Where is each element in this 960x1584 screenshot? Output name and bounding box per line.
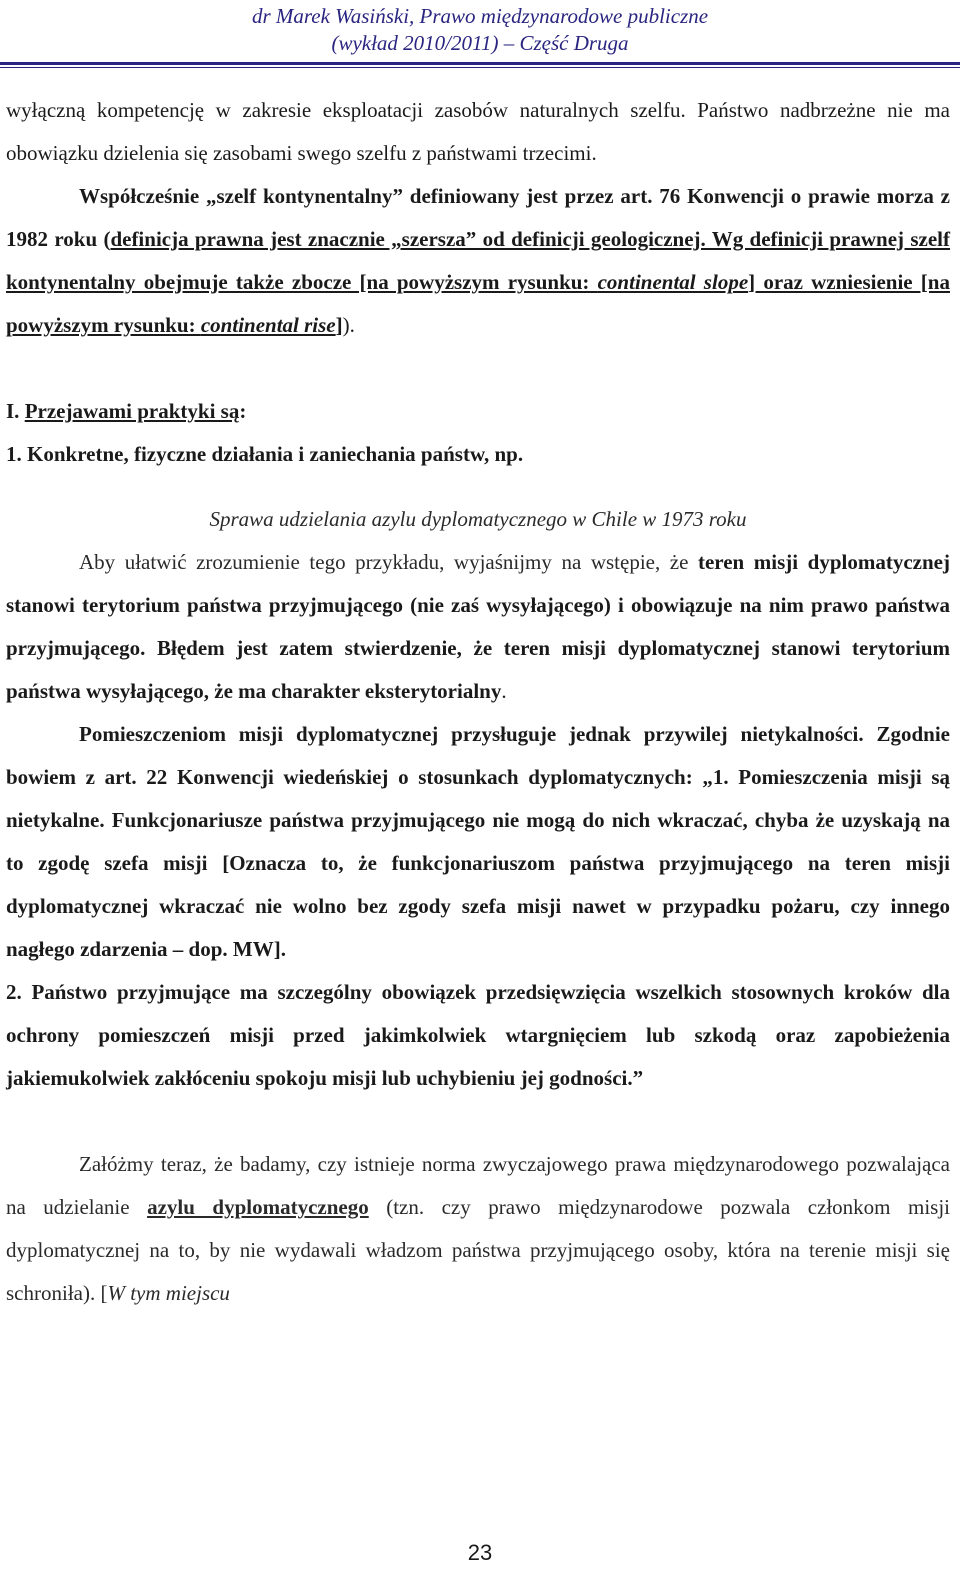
- section-number: I.: [6, 399, 20, 423]
- paragraph-inviolability: Pomieszczeniom misji dyplomatycznej przysługuje jednak przywilej nietykalności. Zgodnie bowiem z art. 22 Konwencji wiedeńskiej o stosunkach dyplomatycznych: „1. Pomieszczenia misji są nietykalne. Funkcjonariusze państwa przyjmującego nie mogą do nich wkraczać, chyba że uzyskają na to zgodę szefa misji [Oznacza to, że funkcjonariuszom państwa przyjmującego na teren misji dyplomatycznej wkraczać nie wolno bez zgody szefa misji nawet w przypadku pożaru, czy innego nagłego zdarzenia – dop. MW].: [6, 722, 950, 961]
- header-rule-thick: [0, 62, 960, 65]
- text-definition-intro: Współcześnie „szelf kontynentalny” definiowany jest przez art. 76 Konwencji o prawie morza z 1982 roku (: [6, 184, 950, 251]
- header-author-title: dr Marek Wasiński, Prawo międzynarodowe publiczne: [251, 4, 709, 28]
- text-case-intro: Aby ułatwić zrozumienie tego przykładu, wyjaśnijmy na wstępie, że: [79, 550, 698, 574]
- running-header: [0, 0, 960, 60]
- paragraph-shelf-definition: [6, 175, 950, 347]
- paragraph-asylum-question: [6, 1143, 950, 1315]
- paragraph-case-intro: [6, 541, 950, 713]
- section-heading: [6, 390, 950, 433]
- text-shelf-competence: wyłączną kompetencję w zakresie eksploatacji zasobów naturalnych szelfu. Państwo nadbrzeżne nie ma obowiązku dzielenia się zasobami swego szelfu z państwami trzecimi.: [6, 98, 950, 165]
- text-bracket-close: ]: [335, 313, 343, 337]
- text-paren-close: ).: [342, 313, 355, 337]
- page-number: 23: [467, 1540, 493, 1565]
- text-case-mission-territory: teren misji dyplomatycznej stanowi terytorium państwa przyjmującego (nie zaś wysyłającego) i obowiązuje na nim prawo państwa przyjmującego. Błędem jest zatem stwierdzenie, że teren misji dyplomatycznej stanowi terytorium państwa wysyłającego, że ma charakter eksterytorialny: [6, 550, 950, 703]
- case-title: Sprawa udzielania azylu dyplomatycznego w Chile w 1973 roku: [209, 507, 747, 531]
- paragraph-receiving-state-duty: 2. Państwo przyjmujące ma szczególny obowiązek przedsięwzięcia wszelkich stosownych kroków dla ochrony pomieszczeń misji przed jakimkolwiek wtargnięciem lub szkodą oraz zapobieżenia jakiemukolwiek zakłóceniu spokoju misji lub uchybieniu jej godności.”: [6, 980, 950, 1090]
- header-lecture-part: (wykład 2010/2011) – Część Druga: [331, 31, 629, 55]
- text-asylum-note: W tym miejscu: [107, 1281, 230, 1305]
- text-definition-legal: definicja prawna jest znacznie „szersza” od definicji geologicznej. Wg definicji prawnej szelf kontynentalny obejmuje także zbocze [na powyższym rysunku:: [6, 227, 950, 294]
- paragraph-shelf-competence: [6, 89, 950, 175]
- section-title: Przejawami praktyki są: [24, 399, 240, 423]
- term-continental-rise: continental rise: [200, 313, 336, 337]
- header-rule-thin: [0, 67, 960, 68]
- term-diplomatic-asylum: azylu dyplomatycznego: [147, 1195, 369, 1219]
- text-definition-rise: ] oraz wzniesienie [na powyższym rysunku:: [6, 270, 950, 337]
- text-asylum-explanation: (tzn. czy prawo międzynarodowe pozwala członkom misji dyplomatycznej na to, by nie wydawali władzom państwa przyjmującego osoby, która na terenie misji się schroniła). [: [6, 1195, 951, 1305]
- list-item-1: 1. Konkretne, fizyczne działania i zaniechania państw, np.: [6, 442, 524, 466]
- text-case-period: .: [501, 679, 507, 703]
- document-body: [6, 89, 950, 1315]
- text-asylum-intro: Załóżmy teraz, że badamy, czy istnieje norma zwyczajowego prawa międzynarodowego pozwalająca na udzielanie: [6, 1152, 950, 1219]
- term-continental-slope: continental slope: [597, 270, 749, 294]
- section-colon: :: [239, 399, 247, 423]
